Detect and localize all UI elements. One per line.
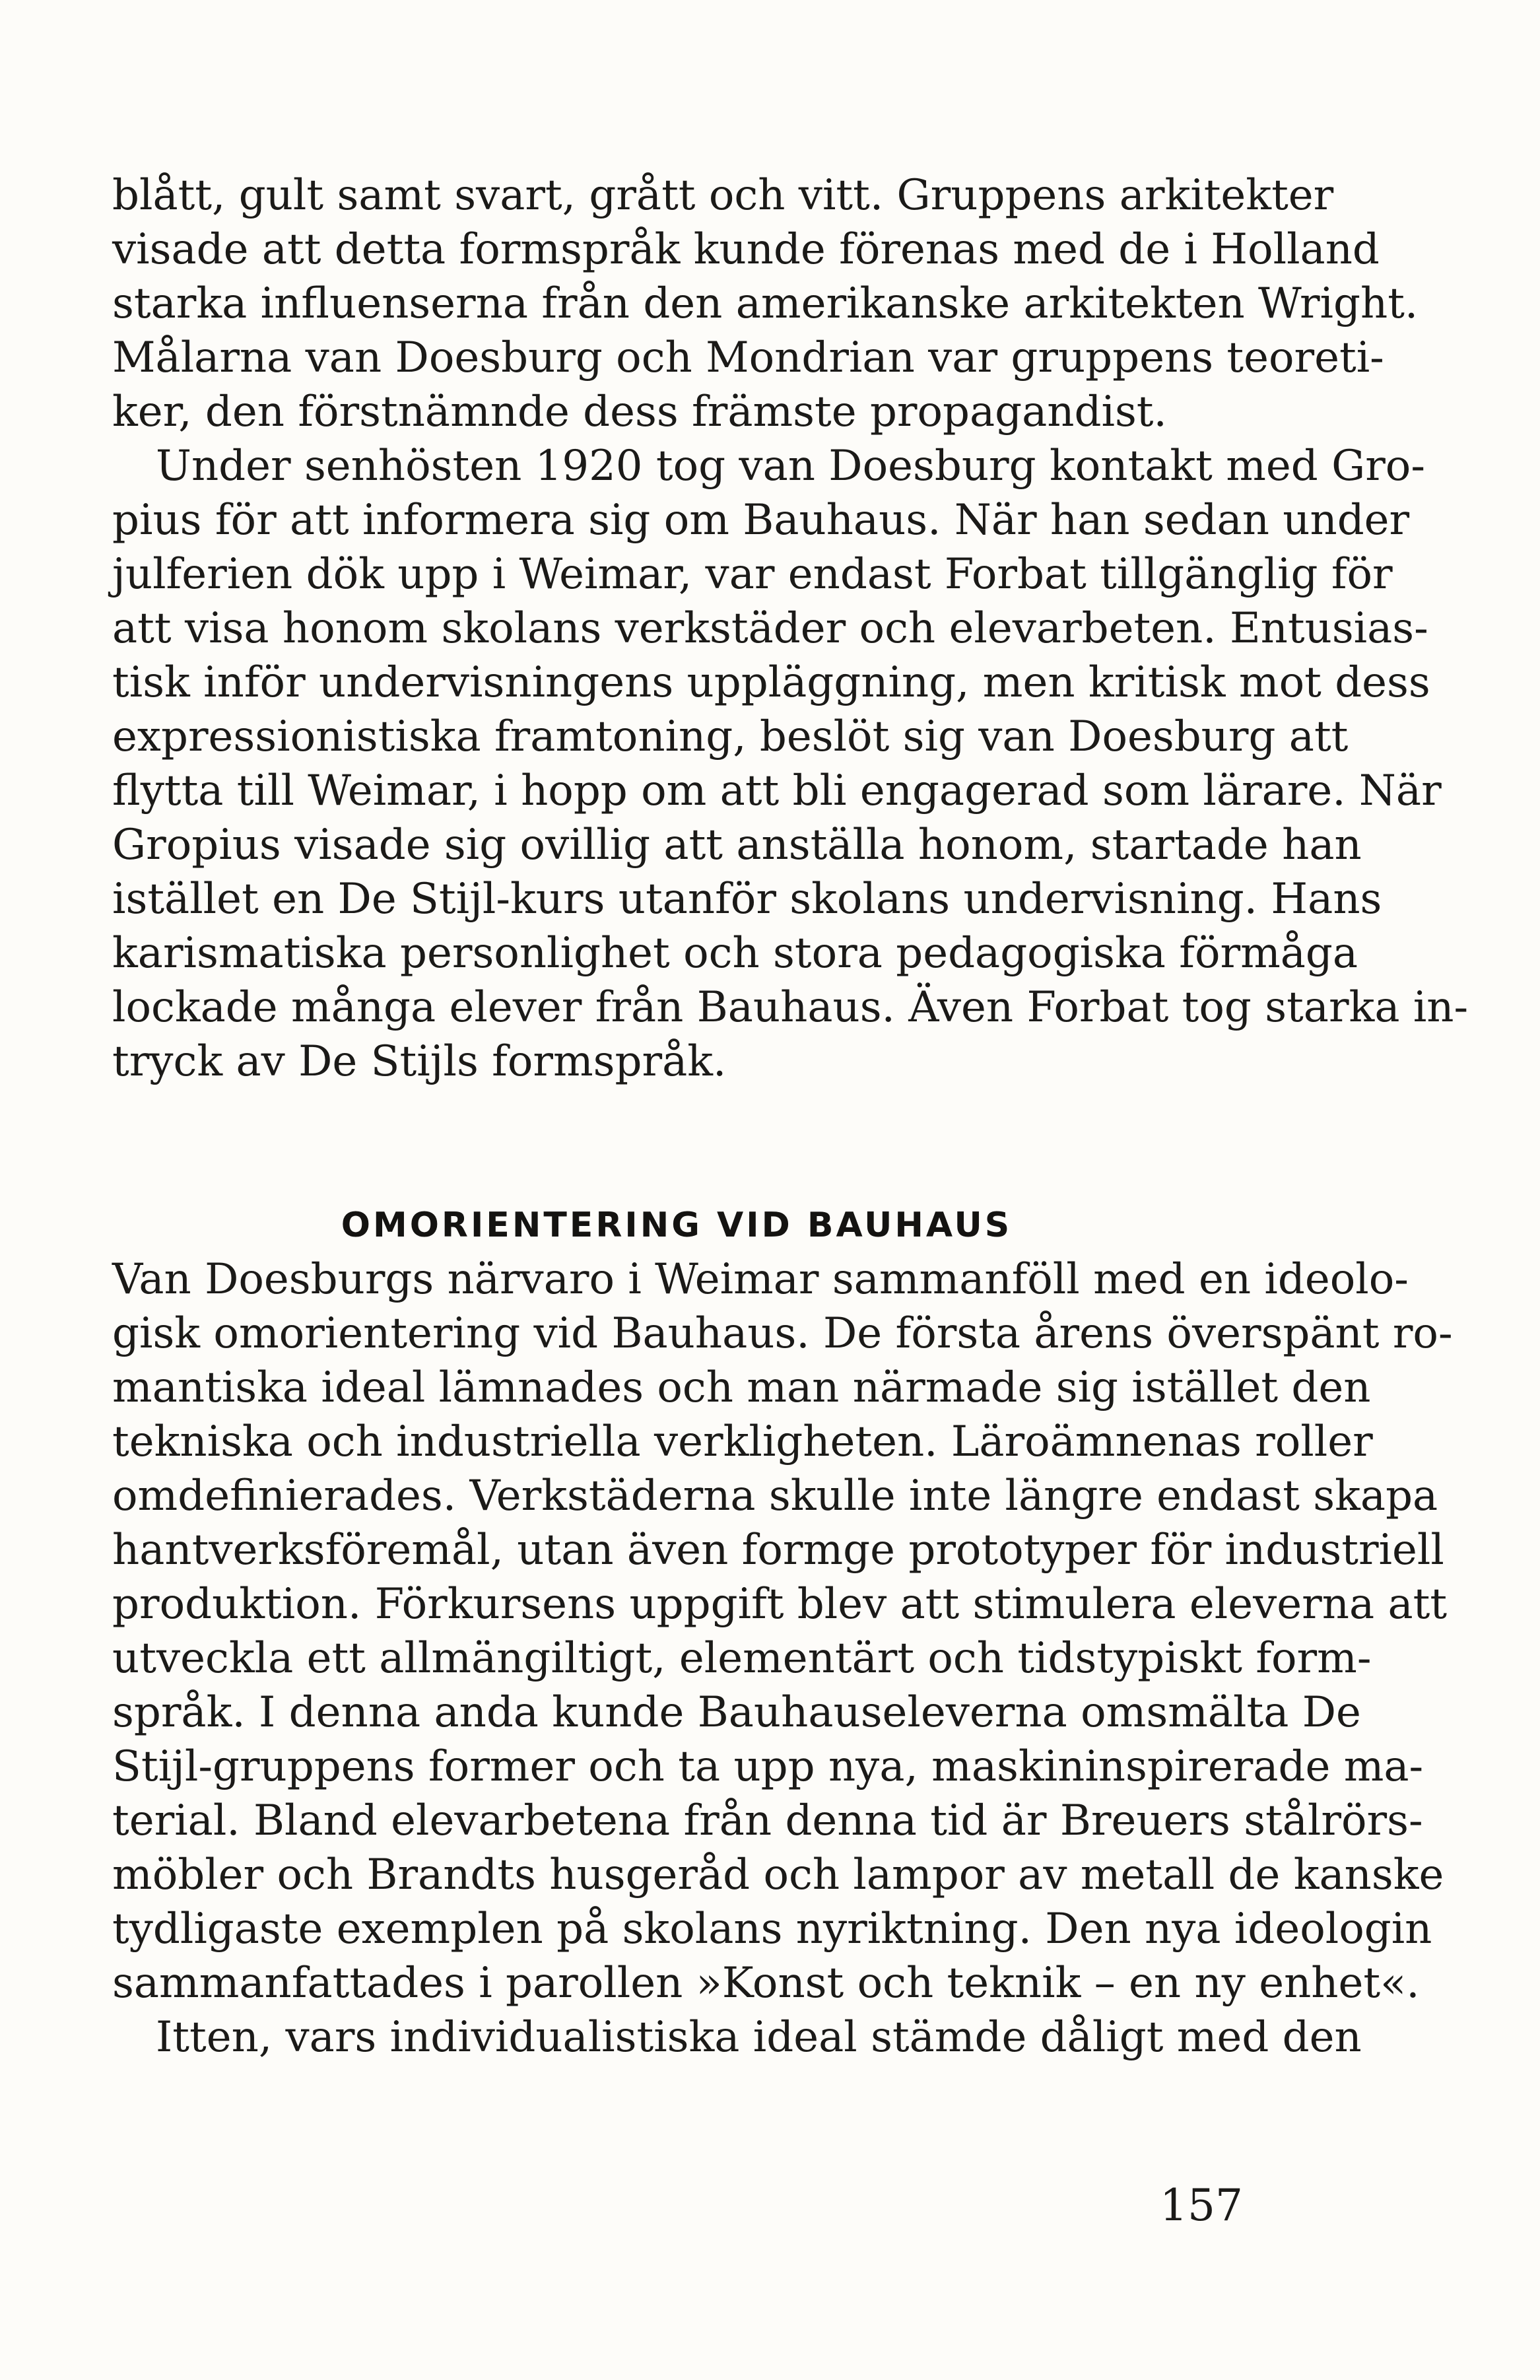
text-line: språk. I denna anda kunde Bauhauseleverna omsmälta De <box>112 1688 1361 1737</box>
text-line: tydligaste exemplen på skolans nyriktning. Den nya ideologin <box>112 1905 1432 1954</box>
text-line: tekniska och industriella verkligheten. Läroämnenas roller <box>112 1417 1373 1466</box>
text-line: omdefinierades. Verkstäderna skulle inte längre endast skapa <box>112 1472 1438 1520</box>
text-line: lockade många elever från Bauhaus. Även Forbat tog starka in- <box>112 983 1469 1032</box>
text-line: flytta till Weimar, i hopp om att bli engagerad som lärare. När <box>112 766 1442 815</box>
text-line: tryck av De Stijls formspråk. <box>112 1037 727 1086</box>
text-line: karismatiska personlighet och stora pedagogiska förmåga <box>112 929 1358 978</box>
text-line: Stijl-gruppens former och ta upp nya, maskininspirerade ma- <box>112 1742 1424 1791</box>
paragraph <box>112 439 1469 1089</box>
body-text-before-heading <box>112 168 1469 1089</box>
text-line: terial. Bland elevarbetena från denna tid är Breuers stålrörs- <box>112 1796 1423 1845</box>
section-heading: OMORIENTERING VID BAUHAUS <box>341 1206 1013 1245</box>
text-line: pius för att informera sig om Bauhaus. När han sedan under <box>112 496 1410 545</box>
text-line: Itten, vars individualistiska ideal stämde dåligt med den <box>156 2013 1362 2062</box>
text-line: Under senhösten 1920 tog van Doesburg kontakt med Gro- <box>156 442 1425 491</box>
page-number: 157 <box>1160 2180 1243 2231</box>
text-line: produktion. Förkursens uppgift blev att stimulera eleverna att <box>112 1580 1448 1629</box>
text-line: gisk omorientering vid Bauhaus. De första årens överspänt ro- <box>112 1309 1453 1358</box>
text-column <box>112 168 1469 2064</box>
text-line: Gropius visade sig ovillig att anställa honom, startade han <box>112 821 1362 869</box>
text-line: tisk inför undervisningens uppläggning, men kritisk mot dess <box>112 658 1430 707</box>
paragraph <box>112 1252 1453 2010</box>
text-line: utveckla ett allmängiltigt, elementärt och tidstypiskt form- <box>112 1634 1372 1683</box>
text-line: Van Doesburgs närvaro i Weimar sammanföll med en ideolo- <box>112 1255 1409 1304</box>
text-line: hantverksföremål, utan även formge prototyper för industriell <box>112 1526 1444 1575</box>
text-line: möbler och Brandts husgeråd och lampor av metall de kanske <box>112 1851 1444 1899</box>
text-line: starka influenserna från den amerikanske arkitekten Wright. <box>112 279 1419 328</box>
text-line: sammanfattades i parollen »Konst och teknik – en ny enhet«. <box>112 1959 1420 2008</box>
text-line: expressionistiska framtoning, beslöt sig van Doesburg att <box>112 712 1349 761</box>
paragraph <box>112 168 1419 439</box>
text-line: visade att detta formspråk kunde förenas med de i Holland <box>112 225 1380 274</box>
text-line: ker, den förstnämnde dess främste propagandist. <box>112 388 1167 436</box>
body-text-after-heading <box>112 1252 1453 2064</box>
paragraph <box>112 2010 1362 2064</box>
text-line: att visa honom skolans verkstäder och elevarbeten. Entusias- <box>112 604 1428 653</box>
text-line: mantiska ideal lämnades och man närmade sig istället den <box>112 1363 1371 1412</box>
text-line: istället en De Stijl-kurs utanför skolans undervisning. Hans <box>112 875 1382 924</box>
text-line: Målarna van Doesburg och Mondrian var gruppens teoreti- <box>112 333 1384 382</box>
text-line: blått, gult samt svart, grått och vitt. Gruppens arkitekter <box>112 171 1334 220</box>
text-line: julferien dök upp i Weimar, var endast Forbat tillgänglig för <box>112 550 1393 599</box>
